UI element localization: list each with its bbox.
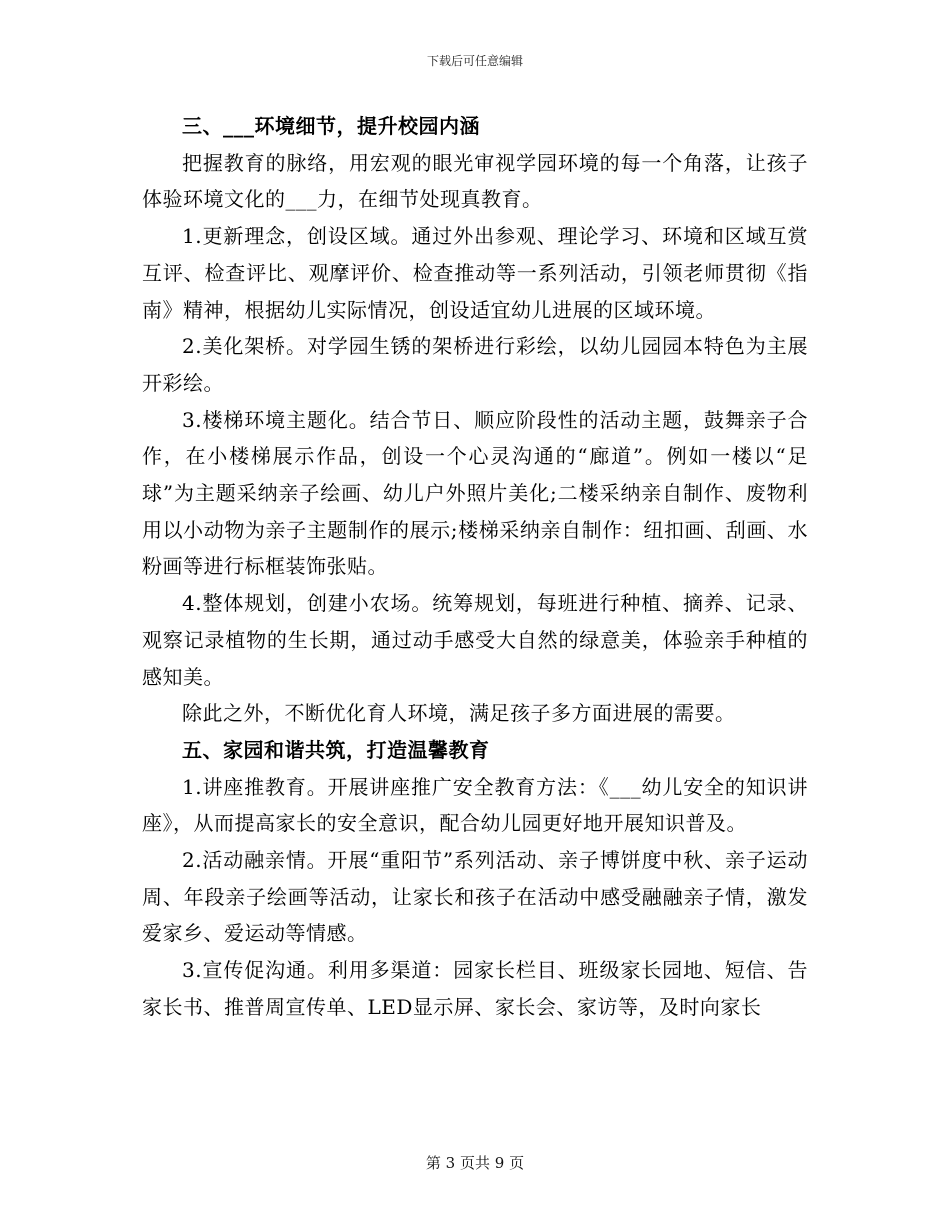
document-body xyxy=(142,108,808,1026)
paragraph: 除此之外，不断优化育人环境，满足孩子多方面进展的需要。 xyxy=(182,701,736,726)
page-footer: 第 3 页共 9 页 xyxy=(425,1154,525,1172)
page-header: 下载后可任意编辑 xyxy=(426,54,523,68)
paragraph: 2.活动融亲情。开展“重阳节”系列活动、亲子博饼度中秋、亲子运动周、年段亲子绘画等活动，让家长和孩子在活动中感受融融亲子情，激发爱家乡、爱运动等情感。 xyxy=(142,848,808,946)
paragraph: 4.整体规划，创建小农场。统筹规划，每班进行种植、摘养、记录、观察记录植物的生长期，通过动手感受大自然的绿意美，体验亲手种植的感知美。 xyxy=(142,591,808,689)
section-heading: 三、___环境细节，提升校园内涵 xyxy=(182,114,480,138)
section-heading: 五、家园和谐共筑，打造温馨教育 xyxy=(182,737,490,762)
paragraph: 3.宣传促沟通。利用多渠道：园家长栏目、班级家长园地、短信、告家长书、推普周宣传单、LED显示屏、家长会、家访等，及时向家长 xyxy=(142,958,808,1019)
paragraph: 3.楼梯环境主题化。结合节日、顺应阶段性的活动主题，鼓舞亲子合作，在小楼梯展示作品，创设一个心灵沟通的“廊道”。例如一楼以“足球”为主题采纳亲子绘画、幼儿户外照片美化;二楼采纳亲自制作、废物利用以小动物为亲子主题制作的展示;楼梯采纳亲自制作：纽扣画、刮画、水粉画等进行标框装饰张贴。 xyxy=(142,407,808,579)
paragraph: 2.美化架桥。对学园生锈的架桥进行彩绘，以幼儿园园本特色为主展开彩绘。 xyxy=(142,334,808,395)
paragraph: 把握教育的脉络，用宏观的眼光审视学园环境的每一个角落，让孩子体验环境文化的___力，在细节处现真教育。 xyxy=(142,150,808,212)
paragraph: 1.更新理念，创设区域。通过外出参观、理论学习、环境和区域互赏互评、检查评比、观摩评价、检查推动等一系列活动，引领老师贯彻《指南》精神，根据幼儿实际情况，创设适宜幼儿进展的区域环境。 xyxy=(142,224,808,322)
paragraph: 1.讲座推教育。开展讲座推广安全教育方法：《___幼儿安全的知识讲座》，从而提高家长的安全意识，配合幼儿园更好地开展知识普及。 xyxy=(142,774,808,836)
